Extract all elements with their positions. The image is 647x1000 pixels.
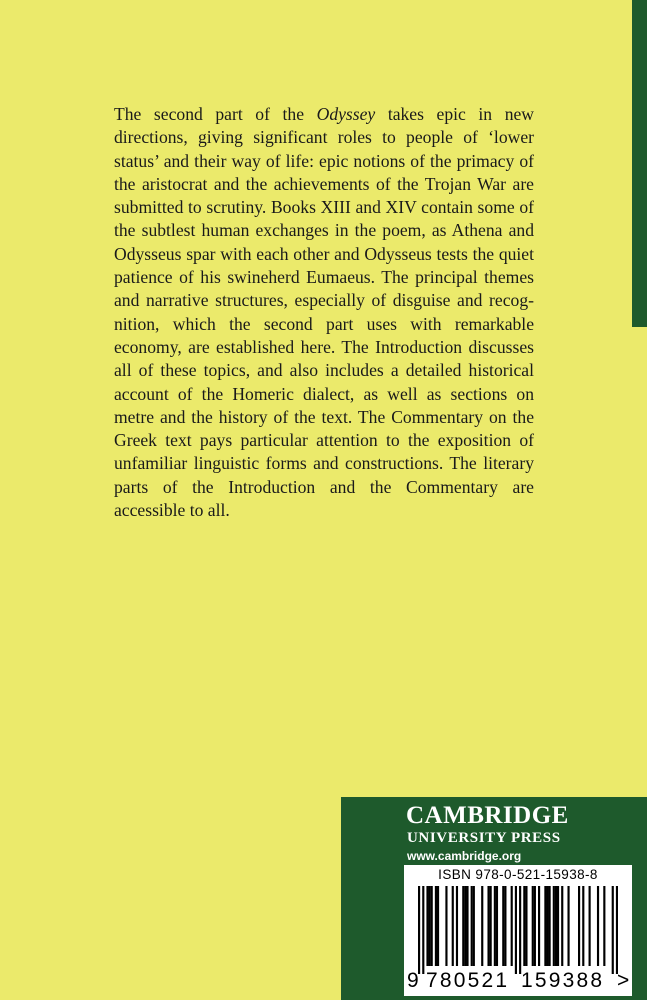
barcode-bar [429, 886, 431, 966]
barcode-bar [481, 886, 483, 966]
barcode-bar [490, 886, 492, 966]
blurb-paragraph [114, 103, 534, 522]
barcode-bar [523, 886, 525, 966]
barcode-bar [431, 886, 433, 966]
barcode-bar [567, 886, 569, 966]
barcode-bar [597, 886, 599, 966]
isbn-label: ISBN 978-0-521-15938-8 [438, 867, 598, 882]
barcode-bar [561, 886, 563, 966]
barcode-bar [435, 886, 437, 966]
barcode-bar [471, 886, 473, 966]
barcode-bar [487, 886, 489, 966]
barcode-bar [532, 886, 534, 966]
publisher-url[interactable]: www.cambridge.org [407, 849, 522, 863]
green-edge-stripe [632, 0, 647, 327]
barcode-bar [496, 886, 498, 966]
barcode-bar [538, 886, 540, 966]
barcode-bar [445, 886, 447, 966]
barcode-bar [557, 886, 559, 966]
blurb-lead: The second part of the [114, 104, 317, 124]
barcode-bar [511, 886, 513, 966]
barcode-bar [612, 886, 614, 974]
barcode-digits-right: 159388 [521, 969, 605, 992]
barcode-bar [546, 886, 548, 966]
barcode-bar [555, 886, 557, 966]
barcode-bar [422, 886, 424, 974]
barcode-bar [582, 886, 584, 966]
barcode-bar [515, 886, 517, 974]
barcode-digits-left: 780521 [426, 969, 510, 992]
barcode-bar [464, 886, 466, 966]
barcode-bar [578, 886, 580, 966]
barcode-bar [616, 886, 618, 974]
barcode-bar [603, 886, 605, 966]
barcode-bar [466, 886, 468, 966]
publisher-name: CAMBRIDGE [406, 802, 569, 829]
barcode-box [404, 865, 632, 996]
barcode-bar [473, 886, 475, 966]
barcode-bars [418, 886, 618, 974]
barcode-bar [525, 886, 527, 966]
barcode-bar [418, 886, 420, 974]
barcode-bar [553, 886, 555, 966]
barcode-bar [589, 886, 591, 966]
blurb-text [114, 103, 534, 522]
barcode-bar [426, 886, 428, 966]
barcode-bar [437, 886, 439, 966]
barcode-bar [519, 886, 521, 974]
barcode-arrow: > [617, 969, 630, 992]
barcode-digit-first: 9 [407, 969, 419, 992]
barcode-bar [452, 886, 454, 966]
barcode-bar [549, 886, 551, 966]
barcode-bar [504, 886, 506, 966]
barcode-digits [404, 968, 632, 994]
barcode-bar [494, 886, 496, 966]
barcode-bar [544, 886, 546, 966]
blurb-title-italic: Odyssey [316, 104, 376, 124]
barcode-bar [462, 886, 464, 966]
publisher-subtitle: UNIVERSITY PRESS [407, 830, 561, 846]
blurb-body: takes epic in new directions, giving significant roles to people of ‘lower status’ and their way of life: epic notions of the primacy of the aristocrat and the achievements of the Trojan War are submitted to scrutiny. Books XIII and XIV contain some of the subtlest human exchanges in the poem, as Athena and Odysseus spar with each other and Odysseus tests the quiet patience of his swineherd Eumaeus. The principal themes and narrative structures, especially of disguise and recognition, which the second part uses with remarkable economy, are established here. The Introduction discusses all of these topics, and also includes a detailed historical account of the Homeric dialect, as well as sections on metre and the history of the text. The Commentary on the Greek text pays particular attention to the exposition of unfamiliar linguistic forms and constructions. The literary parts of the Introduction and the Commentary are accessible to all. [114, 104, 534, 521]
barcode-bar [534, 886, 536, 966]
barcode-bar [502, 886, 504, 966]
publisher-panel [341, 797, 647, 1000]
barcode-bar [456, 886, 458, 966]
